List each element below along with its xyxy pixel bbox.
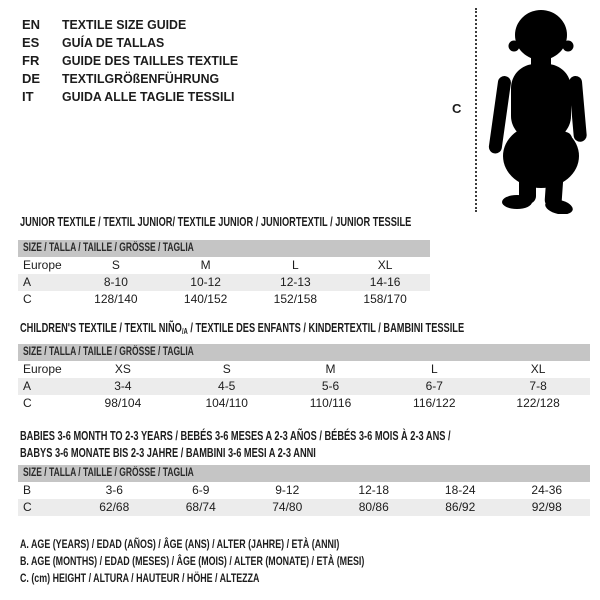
footnote-c-text: C. (cm) HEIGHT / ALTURA / HAUTEUR / HÖHE / ALTEZZA xyxy=(20,571,260,585)
children-title-subscript: /A xyxy=(181,327,188,336)
age-cell: 10-12 xyxy=(190,275,221,289)
footnote-c xyxy=(20,570,344,586)
language-row-fr xyxy=(22,52,247,70)
height-cell: 158/170 xyxy=(363,292,407,306)
junior-size-table xyxy=(18,240,430,308)
language-code: FR xyxy=(22,53,40,68)
height-cell: 140/152 xyxy=(183,292,228,306)
age-cell: 4-5 xyxy=(218,379,236,393)
height-dotted-line xyxy=(475,8,477,212)
babies-section-title-line1 xyxy=(20,428,600,444)
age-cell: 3-4 xyxy=(114,379,132,393)
size-cell: S xyxy=(222,362,231,376)
language-code: ES xyxy=(22,35,40,50)
footnote-a xyxy=(20,536,452,552)
children-title-post: / TEXTILE DES ENFANTS / KINDERTEXTIL / BAMBINI TESSILE xyxy=(187,321,465,335)
language-row-en xyxy=(22,16,247,34)
months-cell: 3-6 xyxy=(105,483,123,497)
table-row-europe xyxy=(18,361,590,378)
junior-title-text: JUNIOR TEXTILE / TEXTIL JUNIOR/ TEXTILE JUNIOR / JUNIORTEXTIL / JUNIOR TESSILE xyxy=(20,215,412,229)
size-header-label: SIZE / TALLA / TAILLE / GRÖSSE / TAGLIA xyxy=(23,346,194,358)
months-cell: 24-36 xyxy=(531,483,563,497)
children-title-text xyxy=(20,320,464,340)
months-cell: 18-24 xyxy=(444,483,476,497)
babies-size-table xyxy=(18,465,590,516)
language-row-es xyxy=(22,34,247,52)
table-header-row xyxy=(18,465,590,482)
table-row-europe xyxy=(18,257,430,274)
footnote-b xyxy=(20,553,485,569)
age-cell: 6-7 xyxy=(425,379,443,393)
babies-title-text-line1: BABIES 3-6 MONTH TO 2-3 YEARS / BEBÉS 3-6 MESES A 2-3 AÑOS / BÉBÉS 3-6 MOIS À 2-3 ANS / xyxy=(20,429,451,443)
baby-silhouette-icon xyxy=(487,8,593,214)
language-row-it xyxy=(22,88,247,106)
age-cell: 5-6 xyxy=(321,379,340,393)
row-label: Europe xyxy=(23,362,62,376)
size-cell: XS xyxy=(114,362,131,376)
row-label: C xyxy=(23,292,32,306)
language-code: IT xyxy=(22,89,34,104)
footnote-a-text: A. AGE (YEARS) / EDAD (AÑOS) / ÂGE (ANS) / ALTER (JAHRE) / ETÀ (ANNI) xyxy=(20,537,340,551)
table-row-months xyxy=(18,482,590,499)
size-header-label: SIZE / TALLA / TAILLE / GRÖSSE / TAGLIA xyxy=(23,242,194,254)
row-label: Europe xyxy=(23,258,62,272)
table-row-age xyxy=(18,274,430,291)
table-row-age xyxy=(18,378,590,395)
size-cell: XL xyxy=(377,258,393,272)
footnote-b-text: B. AGE (MONTHS) / EDAD (MESES) / ÂGE (MOIS) / ALTER (MONATE) / ETÀ (MESI) xyxy=(20,554,365,568)
height-cell: 80/86 xyxy=(358,500,389,514)
table-header-row xyxy=(18,344,590,361)
height-cell: 122/128 xyxy=(516,396,560,410)
language-row-de xyxy=(22,70,247,88)
language-label: GUIDA ALLE TAGLIE TESSILI xyxy=(62,89,235,104)
children-size-table xyxy=(18,344,590,412)
table-row-height xyxy=(18,291,430,308)
size-cell: L xyxy=(292,258,299,272)
age-cell: 7-8 xyxy=(529,379,547,393)
language-label: TEXTILGRÖßENFÜHRUNG xyxy=(62,71,220,86)
row-label: C xyxy=(23,396,32,410)
row-label: A xyxy=(23,275,32,289)
height-cell: 110/116 xyxy=(309,396,352,410)
age-cell: 14-16 xyxy=(369,275,401,289)
height-cell: 86/92 xyxy=(445,500,476,514)
months-cell: 6-9 xyxy=(192,483,210,497)
height-cell: 104/110 xyxy=(205,396,248,410)
row-label: A xyxy=(23,379,32,393)
language-label: TEXTILE SIZE GUIDE xyxy=(62,17,187,32)
height-cell: 152/158 xyxy=(273,292,318,306)
children-section-title xyxy=(20,320,600,336)
age-cell: 8-10 xyxy=(103,275,128,289)
height-cell: 128/140 xyxy=(94,292,138,306)
language-code: EN xyxy=(22,17,41,32)
row-label: B xyxy=(23,483,32,497)
junior-section-title xyxy=(20,214,549,230)
size-header-label: SIZE / TALLA / TAILLE / GRÖSSE / TAGLIA xyxy=(23,467,194,479)
row-label: C xyxy=(23,500,32,514)
babies-section-title-line2 xyxy=(20,445,420,461)
table-header-row xyxy=(18,240,430,257)
height-cell: 92/98 xyxy=(531,500,562,514)
size-cell: XL xyxy=(530,362,546,376)
height-cell: 98/104 xyxy=(104,396,142,410)
height-cell: 68/74 xyxy=(185,500,216,514)
months-cell: 9-12 xyxy=(275,483,300,497)
height-cell: 62/68 xyxy=(99,500,130,514)
language-label: GUIDE DES TAILLES TEXTILE xyxy=(62,53,239,68)
language-list xyxy=(22,16,247,106)
size-cell: L xyxy=(430,362,438,376)
language-code: DE xyxy=(22,71,41,86)
months-cell: 12-18 xyxy=(358,483,390,497)
age-cell: 12-13 xyxy=(280,275,311,289)
table-row-height xyxy=(18,395,590,412)
size-cell: M xyxy=(200,258,211,272)
language-label: GUÍA DE TALLAS xyxy=(62,35,165,50)
children-title-pre: CHILDREN'S TEXTILE / TEXTIL NIÑO xyxy=(20,321,182,335)
height-cell: 116/122 xyxy=(413,396,456,410)
table-row-height xyxy=(18,499,590,516)
babies-title-text-line2: BABYS 3-6 MONATE BIS 2-3 JAHRE / BAMBINI 3-6 MESI A 2-3 ANNI xyxy=(20,446,316,460)
height-measure-label: C xyxy=(452,101,462,116)
size-cell: S xyxy=(111,258,120,272)
size-cell: M xyxy=(325,362,336,376)
height-cell: 74/80 xyxy=(272,500,303,514)
